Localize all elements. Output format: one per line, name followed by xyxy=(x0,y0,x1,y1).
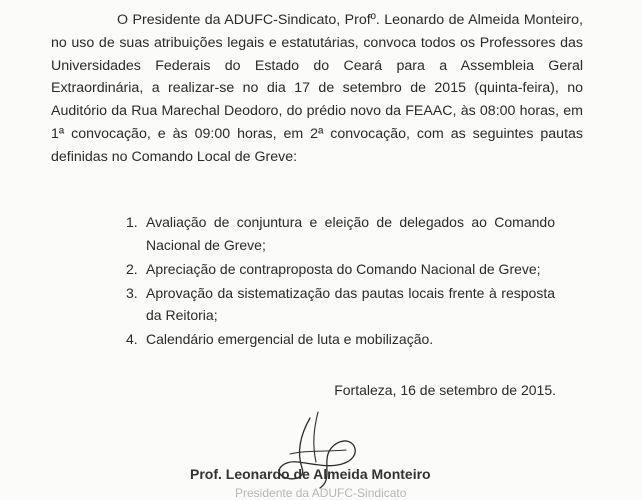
signer-name: Prof. Leonardo de Almeida Monteiro xyxy=(190,466,431,482)
agenda-item xyxy=(122,211,555,256)
agenda-item-number: 3. xyxy=(126,284,138,301)
agenda-item-number: 1. xyxy=(126,214,138,230)
agenda-item xyxy=(122,328,555,351)
agenda-item-number: 2. xyxy=(126,260,138,277)
agenda-list xyxy=(122,211,555,352)
convocation-paragraph: O Presidente da ADUFC-Sindicato, Profº. Leonardo de Almeida Monteiro, no uso de suas atribuições legais e estatutárias, convoca todos os Professores das Universidades Federais do Estado do Ceará para a Assembleia Geral Extraordinária, a realizar-se no dia 17 de setembro de 2015 (quinta-feira), no Auditório da Rua Marechal Deodoro, do prédio novo da FEAAC, às 08:00 horas, em 1ª convocação, e às 09:00 horas, em 2ª convocação, com as seguintes pautas definidas no Comando Local de Greve: xyxy=(51,12,583,165)
agenda-item-text: Calendário emergencial de luta e mobilização. xyxy=(146,331,434,347)
place-and-date: Fortaleza, 16 de setembro de 2015. xyxy=(334,382,556,398)
agenda-item-text: Avaliação de conjuntura e eleição de delegados ao Comando Nacional de Greve; xyxy=(146,214,555,253)
agenda-item-text: Aprovação da sistematização das pautas locais frente à resposta da Reitoria; xyxy=(146,284,555,323)
agenda-item xyxy=(122,258,555,281)
agenda-item-number: 4. xyxy=(126,331,138,347)
agenda-item xyxy=(122,282,555,327)
signer-role: Presidente da ADUFC-Sindicato xyxy=(235,486,407,500)
agenda-item-text: Apreciação de contraproposta do Comando Nacional de Greve; xyxy=(146,260,541,277)
